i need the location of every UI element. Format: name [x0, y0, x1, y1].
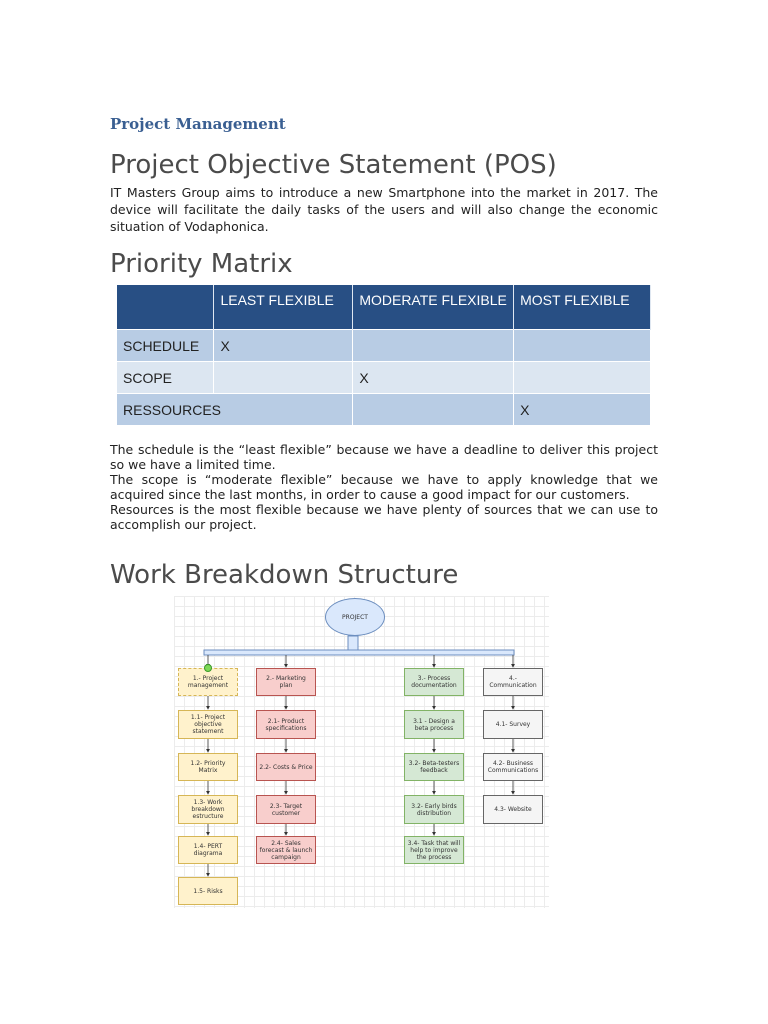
matrix-cell — [514, 330, 651, 362]
wbs-node: 4.- Communication — [483, 668, 543, 696]
matrix-header-row — [117, 285, 651, 330]
explanation-resources: Resources is the most flexible because we have plenty of sources that we can use to accomplish our project. — [110, 502, 658, 532]
matrix-row — [117, 330, 651, 362]
wbs-node: 1.5- Risks — [178, 877, 238, 905]
pos-text: IT Masters Group aims to introduce a new Smartphone into the market in 2017. The device will facilitate the daily tasks of the users and will also change the economic situation of Vodaphonica. — [110, 185, 658, 234]
wbs-node: 3.4- Task that will help to improve the process — [404, 836, 464, 864]
matrix-row-label: SCOPE — [117, 362, 214, 394]
wbs-diagram — [174, 596, 549, 908]
matrix-header-cell: MODERATE FLEXIBLE — [353, 285, 514, 330]
wbs-node: 3.1 - Design a beta process — [404, 710, 464, 739]
wbs-node: 4.2- Business Communications — [483, 753, 543, 781]
matrix-header-cell: MOST FLEXIBLE — [514, 285, 651, 330]
wbs-node: 3.2- Early birds distribution — [404, 795, 464, 824]
wbs-node: 2.2- Costs & Price — [256, 753, 316, 781]
wbs-node: 2.1- Product specifications — [256, 710, 316, 739]
selection-handle-icon — [204, 664, 212, 672]
matrix-cell — [353, 394, 514, 426]
wbs-node: 2.4- Sales forecast & launch campaign — [256, 836, 316, 864]
matrix-header-cell — [117, 285, 214, 330]
wbs-heading: Work Breakdown Structure — [110, 560, 459, 590]
matrix-cell — [214, 362, 353, 394]
matrix-cell: X — [214, 330, 353, 362]
matrix-row — [117, 362, 651, 394]
matrix-cell: X — [514, 394, 651, 426]
wbs-node: 1.- Project management — [178, 668, 238, 696]
matrix-explanation — [110, 442, 658, 532]
wbs-node: 3.2- Beta-testers feedback — [404, 753, 464, 781]
wbs-node: 2.3- Target customer — [256, 795, 316, 824]
wbs-node: 1.1- Project objective statement — [178, 710, 238, 739]
wbs-node: 4.3- Website — [483, 795, 543, 824]
matrix-cell — [514, 362, 651, 394]
wbs-node: 1.2- Priority Matrix — [178, 753, 238, 781]
wbs-node: 4.1- Survey — [483, 710, 543, 739]
explanation-scope: The scope is “moderate flexible” because we have to apply knowledge that we acquired since the last months, in order to cause a good impact for our customers. — [110, 472, 658, 502]
pos-heading: Project Objective Statement (POS) — [110, 150, 557, 180]
wbs-node: 2.- Marketing plan — [256, 668, 316, 696]
wbs-node: 1.3- Work breakdown estructure — [178, 795, 238, 824]
wbs-node: 1.4- PERT diagrama — [178, 836, 238, 864]
section-label: Project Management — [110, 115, 286, 133]
matrix-row-label: RESSOURCES — [117, 394, 353, 426]
wbs-root-node: PROJECT — [325, 598, 385, 636]
wbs-node: 3.- Process documentation — [404, 668, 464, 696]
explanation-schedule: The schedule is the “least flexible” because we have a deadline to deliver this project so we have a limited time. — [110, 442, 658, 472]
matrix-row-label: SCHEDULE — [117, 330, 214, 362]
matrix-cell — [353, 330, 514, 362]
matrix-header-cell: LEAST FLEXIBLE — [214, 285, 353, 330]
priority-matrix-heading: Priority Matrix — [110, 249, 293, 279]
matrix-row — [117, 394, 651, 426]
priority-matrix-table — [117, 285, 651, 425]
pos-paragraph — [110, 184, 658, 235]
matrix-cell: X — [353, 362, 514, 394]
